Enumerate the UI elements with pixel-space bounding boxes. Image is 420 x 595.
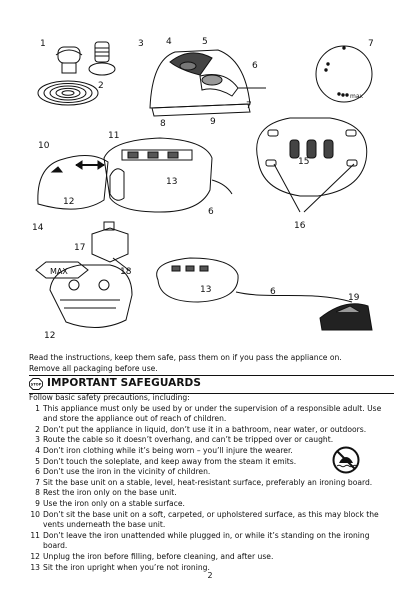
list-item (29, 499, 394, 510)
callout-6-side: 6 (208, 207, 214, 217)
item-text: Use the iron only on a stable surface. (43, 498, 185, 508)
safeguards-body (29, 393, 394, 573)
list-item (29, 531, 394, 552)
callout-10: 10 (38, 141, 50, 151)
callout-12-side: 12 (63, 197, 75, 207)
callout-3: 3 (138, 39, 144, 49)
list-item (29, 425, 394, 436)
callout-2: 2 (98, 81, 104, 91)
callout-7-dial: 7 (368, 39, 374, 49)
callout-4: 4 (166, 37, 172, 47)
item-number: 4 (35, 445, 40, 455)
item-number: 8 (35, 488, 40, 498)
item-text: Don’t leave the iron unattended while plugged in, or while it’s standing on the ironing board. (43, 530, 370, 551)
item-text: Don’t put the appliance in liquid, don’t use it in a bathroom, near water, or outdoors. (43, 424, 367, 434)
callout-15: 15 (298, 157, 310, 167)
item-number: 11 (30, 530, 40, 540)
list-item (29, 552, 394, 563)
item-number: 7 (35, 477, 40, 487)
item-number: 5 (35, 456, 40, 466)
item-text: Don’t use the iron in the vicinity of children. (43, 467, 211, 477)
slide-arrow-illustration (76, 161, 104, 169)
callout-17: 17 (74, 243, 86, 253)
stop-icon-label: STOP (30, 382, 42, 387)
spiral-filter-illustration (38, 81, 98, 105)
page-number: 2 (207, 571, 213, 580)
callout-12-tank: 12 (44, 331, 56, 341)
intro-text (29, 352, 399, 374)
intro-line-2: Remove all packaging before use. (29, 364, 158, 373)
item-number: 12 (30, 551, 40, 561)
list-item (29, 404, 394, 425)
item-text: Don’t iron clothing while it’s being worn – you’ll injure the wearer. (43, 445, 293, 455)
filler-cap-illustration (56, 42, 115, 75)
item-text: Don’t touch the soleplate, and keep away from the steam it emits. (43, 456, 297, 466)
item-number: 6 (35, 467, 40, 477)
item-number: 9 (35, 498, 40, 508)
item-number: 1 (35, 403, 40, 413)
item-number: 3 (35, 435, 40, 445)
list-item (29, 478, 394, 489)
list-item (29, 510, 394, 531)
temperature-dial-illustration (316, 46, 372, 102)
item-number: 10 (30, 509, 40, 519)
callout-1: 1 (40, 39, 46, 49)
item-text: This appliance must only be used by or under the supervision of a responsible adult. Use and store the appliance out of reach of children. (43, 403, 382, 424)
item-text: Sit the iron upright when you’re not ironing. (43, 562, 210, 572)
item-text: Sit the base unit on a stable, level, heat-resistant surface, preferably an ironing board. (43, 477, 373, 487)
no-water-warning-icon (331, 446, 361, 474)
callout-11: 11 (108, 131, 120, 141)
callout-13-cord: 13 (200, 285, 212, 295)
callout-19: 19 (348, 293, 360, 303)
callout-5: 5 (202, 37, 208, 47)
base-with-cord-illustration (157, 258, 372, 330)
control-panel-illustration (257, 118, 367, 212)
callout-6-cord: 6 (270, 287, 276, 297)
stop-icon (29, 378, 43, 390)
max-label-text: MAX (50, 267, 68, 276)
list-item (29, 488, 394, 499)
item-number: 2 (35, 424, 40, 434)
callout-7-iron: 7 (246, 101, 252, 111)
list-item (29, 435, 394, 446)
callout-6-top: 6 (252, 61, 258, 71)
item-text: Unplug the iron before filling, before cleaning, and after use. (43, 551, 274, 561)
safeguards-lead: Follow basic safety precautions, including: (29, 393, 190, 402)
safeguards-list (29, 404, 394, 574)
safeguards-heading (29, 375, 394, 394)
intro-line-1: Read the instructions, keep them safe, pass them on if you pass the appliance on. (29, 353, 342, 362)
item-text: Rest the iron only on the base unit. (43, 488, 177, 498)
item-text: Route the cable so it doesn’t overhang, and can’t be tripped over or caught. (43, 435, 334, 445)
callout-18: 18 (120, 267, 132, 277)
callout-16: 16 (294, 221, 306, 231)
callout-13-side: 13 (166, 177, 178, 187)
dial-max-label: max (350, 93, 364, 100)
item-text: Don’t sit the base unit on a soft, carpeted, or upholstered surface, as this may block the vents underneath the base unit. (43, 509, 379, 530)
callout-14: 14 (32, 223, 44, 233)
item-number: 13 (30, 562, 40, 572)
callout-8: 8 (160, 119, 166, 129)
callout-9: 9 (210, 117, 216, 127)
safeguards-title: IMPORTANT SAFEGUARDS (47, 377, 202, 389)
